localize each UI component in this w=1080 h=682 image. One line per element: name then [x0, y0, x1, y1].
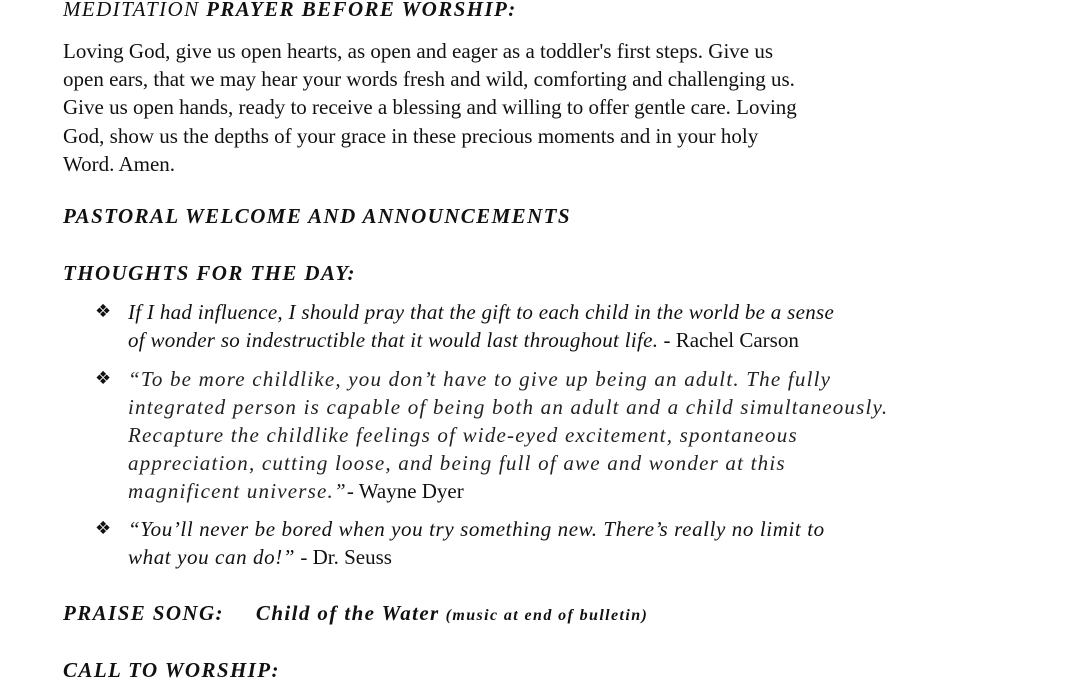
- thoughts-heading: THOUGHTS FOR THE DAY:: [63, 261, 356, 285]
- quote-text: [128, 365, 1028, 505]
- diamond-bullet-icon: ❖: [95, 518, 112, 539]
- praise-song-title: Child of the Water: [255, 601, 440, 625]
- quote-text: [128, 515, 1028, 571]
- prayer-line: Give us open hands, ready to receive a blessing and willing to offer gentle care. Loving: [63, 95, 797, 120]
- prayer-line: Word. Amen.: [63, 151, 176, 176]
- quote-author: - Dr. Seuss: [295, 545, 392, 569]
- diamond-bullet-icon: ❖: [95, 301, 112, 322]
- diamond-bullet-icon: ❖: [95, 368, 112, 389]
- call-to-worship-heading: CALL TO WORSHIP:: [63, 658, 280, 682]
- praise-song-label: PRAISE SONG:: [63, 601, 224, 625]
- quote-line: “You’ll never be bored when you try something new. There’s really no limit to: [128, 517, 825, 541]
- meditation-heading: [63, 0, 517, 21]
- prayer-before-worship-label: PRAYER BEFORE WORSHIP:: [206, 0, 517, 21]
- prayer-paragraph: [63, 37, 1023, 178]
- prayer-line: Loving God, give us open hearts, as open and eager as a toddler's first steps. Give us: [63, 39, 774, 63]
- quote-line: magnificent universe.”: [128, 479, 347, 503]
- quote-author: - Wayne Dyer: [346, 479, 464, 503]
- quote-line: appreciation, cutting loose, and being full of awe and wonder at this: [128, 451, 786, 475]
- quote-line: If I had influence, I should pray that the gift to each child in the world be a sense: [128, 300, 835, 324]
- quote-line: integrated person is capable of being both an adult and a child simultaneously.: [128, 395, 889, 419]
- quote-line: of wonder so indestructible that it would last throughout life.: [128, 328, 659, 352]
- quote-line: what you can do!”: [128, 545, 296, 569]
- quote-author: - Rachel Carson: [658, 328, 799, 352]
- prayer-line: God, show us the depths of your grace in these precious moments and in your holy: [63, 123, 759, 148]
- praise-song-note: (music at end of bulletin): [445, 607, 649, 624]
- welcome-heading: PASTORAL WELCOME AND ANNOUNCEMENTS: [63, 204, 571, 228]
- prayer-line: open ears, that we may hear your words fresh and wild, comforting and challenging us.: [63, 67, 795, 92]
- quote-line: “To be more childlike, you don’t have to give up being an adult. The fully: [128, 367, 832, 391]
- meditation-label: MEDITATION: [63, 0, 200, 21]
- quote-text: [128, 298, 1028, 354]
- praise-song-line: [63, 601, 648, 628]
- quote-line: Recapture the childlike feelings of wide-eyed excitement, spontaneous: [128, 423, 798, 447]
